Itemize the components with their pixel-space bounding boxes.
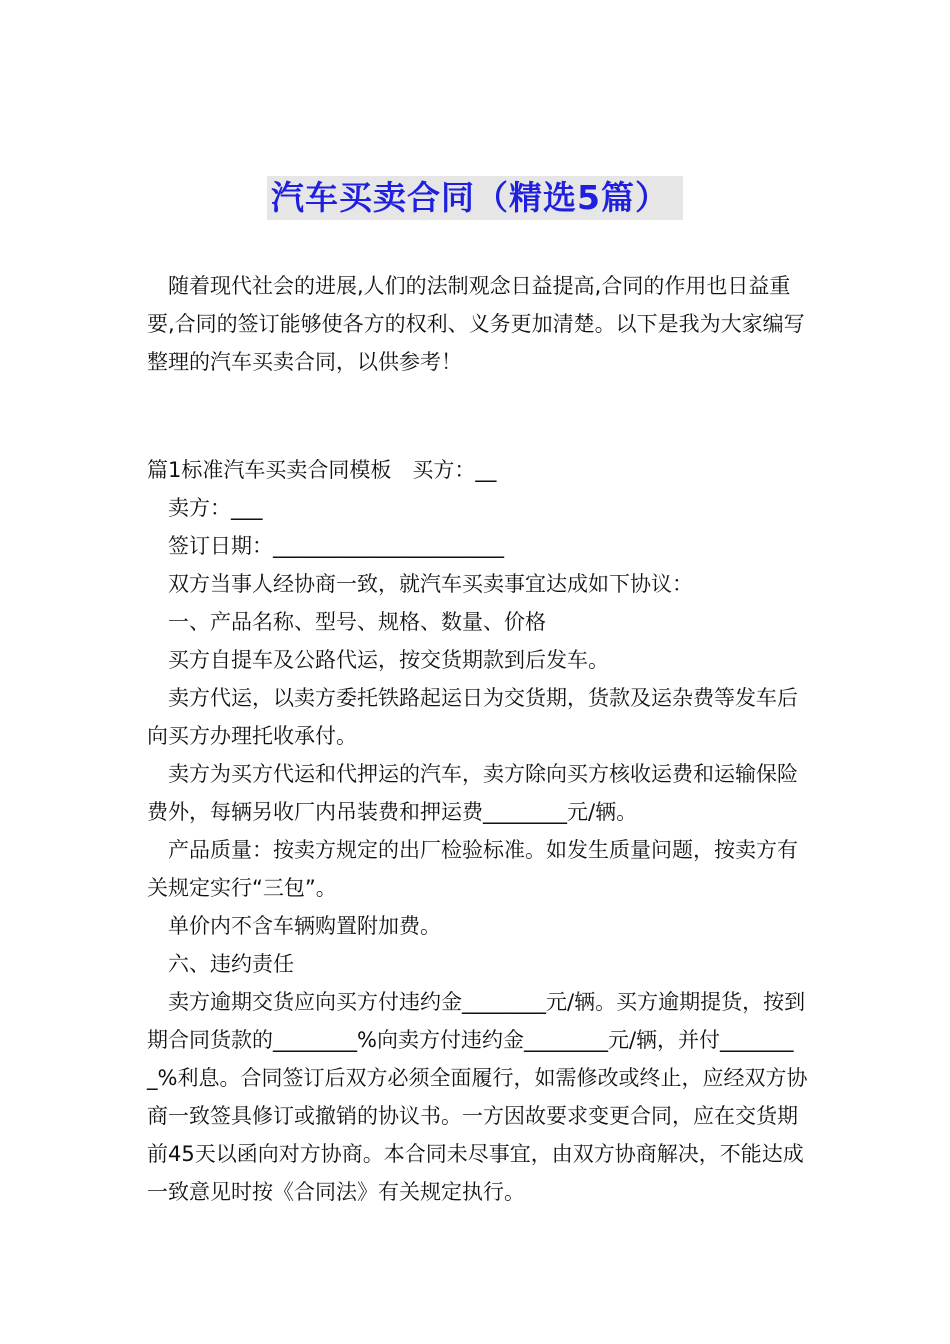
seller-line: 卖方：___: [168, 496, 263, 520]
pickup-paragraph: 买方自提车及公路代运，按交货期款到后发车。: [168, 648, 609, 672]
escort-fee-paragraph: 卖方为买方代运和代押运的汽车，卖方除向买方核收运费和运输保险费外，每辆另收厂内吊装费和押运费________元/辆。: [147, 762, 798, 824]
quality-paragraph: 产品质量：按卖方规定的出厂检验标准。如发生质量问题，按卖方有关规定实行“三包”。: [147, 838, 798, 900]
signing-date-line: 签订日期：______________________: [168, 534, 504, 558]
section-heading-liability: 六、违约责任: [168, 952, 294, 976]
liability-paragraph: 卖方逾期交货应向买方付违约金________元/辆。买方逾期提货，按到期合同货款的________%向卖方付违约金________元/辆，并付________%利息。合同签订后双方必须全面履行，如需修改或终止，应经双方协商一致签具修订或撤销的协议书。一方因故要求变更合同，应在交货期前45天以函向对方协商。本合同未尽事宜，由双方协商解决，不能达成一致意见时按《合同法》有关规定执行。: [147, 990, 808, 1204]
section-heading-product: 一、产品名称、型号、规格、数量、价格: [168, 610, 546, 634]
intro-section: [147, 267, 809, 381]
intro-paragraph: 随着现代社会的进展,人们的法制观念日益提高,合同的作用也日益重要,合同的签订能够使各方的权利、义务更加清楚。以下是我为大家编写整理的汽车买卖合同，以供参考！: [147, 274, 805, 374]
contract-body: [147, 451, 809, 1211]
contract-heading-line: 篇1标准汽车买卖合同模板 买方：__: [147, 458, 497, 482]
document-title: 汽车买卖合同（精选5篇）: [267, 176, 683, 220]
agreement-paragraph: 双方当事人经协商一致，就汽车买卖事宜达成如下协议：: [168, 572, 693, 596]
title-container: [0, 176, 950, 220]
unit-price-paragraph: 单价内不含车辆购置附加费。: [168, 914, 441, 938]
seller-shipping-paragraph: 卖方代运，以卖方委托铁路起运日为交货期，货款及运杂费等发车后向买方办理托收承付。: [147, 686, 798, 748]
